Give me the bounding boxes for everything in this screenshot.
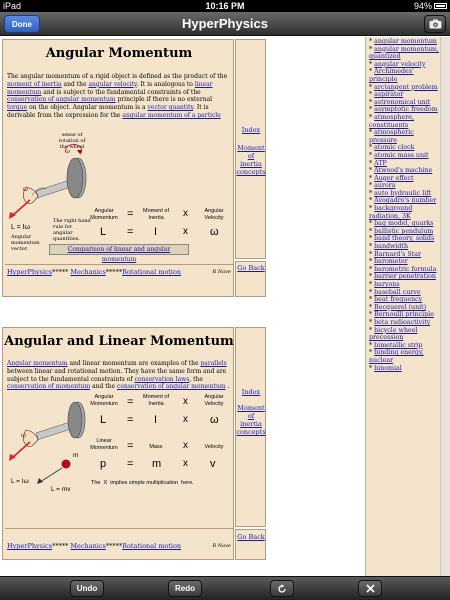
index-list-item[interactable]: * atomic mass unit [369, 151, 429, 159]
index-list-item[interactable]: * Auger effect [369, 174, 414, 182]
camera-icon [429, 19, 442, 29]
status-bar [0, 0, 450, 12]
footer-nav: HyperPhysics***** Mechanics*****Rotational motion R Nave [7, 268, 231, 276]
link-moment-of-inertia[interactable]: moment of inertia [7, 80, 62, 88]
index-list-item[interactable]: * barometer [369, 258, 408, 266]
close-icon [366, 584, 375, 593]
index-list-item[interactable]: * beta radioactivity [369, 318, 431, 326]
link-conservation-angular-momentum[interactable]: conservation of angular momentum [7, 96, 116, 104]
index-list-item[interactable]: * Atwood's machine [369, 167, 433, 175]
l-equals-iw-label: L = Iω [11, 224, 31, 231]
index-list-item[interactable]: * astronomical unit [369, 98, 431, 106]
index-link[interactable]: Index [241, 388, 261, 396]
eq-head-angular-velocity: Angular Velocity [204, 394, 224, 407]
web-content[interactable] [0, 37, 450, 576]
bottom-toolbar [0, 576, 450, 600]
go-back-link[interactable]: Go Back [237, 533, 265, 541]
index-list-item[interactable]: * bag model, quarks [369, 220, 434, 228]
box2-side-cell [235, 327, 266, 527]
eq-times: x [183, 208, 188, 219]
eq-head-moment-of-inertia: Moment of Inertia [143, 208, 169, 221]
eq-v: v [210, 458, 216, 470]
link-conservation-laws[interactable]: conservation laws [134, 375, 190, 383]
index-list-item[interactable]: * ATP [369, 159, 387, 167]
go-back-link[interactable]: Go Back [237, 264, 265, 272]
footer-rule [5, 264, 233, 265]
index-list-item[interactable]: * binding energy, nuclear [369, 349, 424, 364]
eq-equals-4: = [127, 458, 134, 470]
index-list-item[interactable]: * atmosphere, constituents [369, 113, 414, 129]
angular-linear-momentum-box [2, 327, 234, 560]
eq-symbol-equals: = [127, 226, 134, 238]
index-list [366, 37, 440, 372]
eq-equals-3: = [127, 440, 134, 452]
eq-equals-2: = [127, 414, 134, 426]
redo-button[interactable]: Redo [168, 580, 202, 597]
footer-hyperphysics-link[interactable]: HyperPhysics [7, 268, 53, 276]
status-time: 10:16 PM [205, 1, 245, 11]
index-list-item[interactable]: * Barnard's Star [369, 250, 421, 258]
done-button[interactable]: Done [4, 15, 40, 33]
index-list-item[interactable]: * Archimedes' principle [369, 68, 414, 83]
sense-of-rotation-label: sense of rotation of the wheel [58, 132, 86, 150]
index-list-item[interactable]: * binomial [369, 364, 402, 372]
footer-rule [5, 528, 233, 529]
index-list-item[interactable]: * ballistic pendulum [369, 227, 434, 235]
index-sidebar[interactable] [365, 37, 440, 576]
eq-head-linear-momentum: Linear Momentum [90, 438, 118, 451]
index-list-item[interactable]: * aspirator [369, 91, 404, 99]
footer-rotational-motion-link[interactable]: Rotational motion [122, 542, 182, 550]
footer-rotational-motion-link[interactable]: Rotational motion [122, 268, 182, 276]
l-equals-mv-label: L = mv [51, 486, 71, 493]
link-vector-quantity[interactable]: vector quantity [147, 104, 194, 112]
eq-head-velocity: Velocity [204, 444, 224, 450]
eq-times-3: x [183, 440, 188, 451]
footer-nav: HyperPhysics***** Mechanics*****Rotational motion R Nave [7, 542, 231, 550]
eq-times-1: x [183, 396, 188, 407]
eq-times-2: x [183, 414, 188, 425]
refresh-button[interactable] [270, 580, 294, 597]
eq-i: I [154, 414, 158, 426]
eq-omega: ω [210, 414, 219, 426]
author-label: R Nave [212, 269, 231, 275]
index-list-item[interactable]: * atmospheric pressure [369, 129, 414, 144]
eq-head-angular-momentum: Angular Momentum [90, 394, 118, 407]
eq-symbol-l: L [100, 226, 107, 238]
index-list-item[interactable]: * auto hydraulic lift [369, 189, 432, 197]
index-list-item[interactable]: * barrier penetration [369, 273, 436, 281]
multiplication-note: The X implies simple multiplication here. [91, 480, 194, 486]
l-equals-iw-label: L = Iω [11, 478, 29, 485]
comparison-button[interactable]: Comparison of linear and angular momentum [49, 244, 189, 255]
link-torque[interactable]: torque [7, 104, 28, 112]
index-list-item[interactable]: * Becquerel (unit) [369, 303, 427, 311]
camera-button[interactable] [424, 15, 446, 33]
index-list-item[interactable]: * arctangent problem [369, 83, 438, 91]
refresh-icon [277, 584, 287, 594]
index-list-item[interactable]: * Avogadro's number [369, 197, 437, 205]
box-title: Angular and Linear Momentum [4, 334, 234, 349]
link-angular-momentum[interactable]: Angular momentum [7, 360, 68, 367]
moment-of-inertia-concepts-link[interactable]: Moment of inertia concepts [236, 404, 266, 436]
link-conservation-angular-momentum[interactable]: conservation of angular momentum [117, 383, 226, 391]
moment-of-inertia-concepts-link[interactable]: Moment of inertia concepts [236, 144, 266, 176]
index-list-item[interactable]: * barometric formula [369, 265, 437, 273]
link-particle-angular-momentum[interactable]: angular momentum of a particle [122, 111, 221, 119]
index-list-item[interactable]: * bandwidth [369, 243, 409, 251]
intro-paragraph: The angular momentum of a rigid object is defined as the product of the moment of inertia and the angular velocity. It is analogous to linear momentum and is subject to the fundamental constraints of the conservation of angular momentum principle if there is no external torque on the object. Angular momentum is a vector quantity. It is derivable from the expression for the angular momentum of a particle [7, 73, 228, 119]
right-hand-rule-label: The right hand rule for angular quantities. [53, 218, 91, 242]
index-list-item[interactable]: * baseball curve [369, 288, 421, 296]
eq-equals-1: = [127, 396, 134, 408]
eq-times-4: x [183, 458, 188, 469]
index-list-item[interactable]: * band theory, solids [369, 235, 435, 243]
index-list-item[interactable]: * angular momentum, quantized [369, 45, 439, 61]
eq-equals: = [127, 208, 134, 220]
index-list-item[interactable]: * angular momentum [369, 38, 437, 45]
angular-momentum-box [2, 39, 234, 297]
author-label: R Nave [212, 543, 231, 549]
link-angular-velocity[interactable]: angular velocity [88, 80, 137, 88]
index-list-item[interactable]: * asymptotic freedom [369, 106, 438, 114]
eq-head-angular-momentum: Angular Momentum [90, 208, 118, 221]
undo-button[interactable]: Undo [70, 580, 104, 597]
omega-label-lower: ω [23, 186, 28, 193]
battery-icon [434, 3, 447, 9]
omega-label: ω [65, 148, 70, 155]
box2-goback-cell [235, 529, 266, 560]
eq-m: m [152, 458, 162, 470]
link-parallels[interactable]: parallels [200, 360, 227, 367]
mass-label: m [73, 452, 79, 459]
index-link[interactable]: Index [241, 126, 261, 134]
box-title: Angular Momentum [45, 46, 193, 61]
eq-head-moment-of-inertia: Moment of Inertia [143, 394, 169, 407]
index-list-item[interactable]: * beat frequency [369, 296, 423, 304]
scroll-divider [440, 37, 450, 576]
box1-goback-cell [235, 261, 266, 297]
link-conservation-momentum[interactable]: conservation of momentum [7, 383, 91, 391]
index-list-item[interactable]: * baryons [369, 281, 400, 288]
vector-label: Angular momentum vector. [11, 234, 40, 252]
index-list-item[interactable]: * bimetallic strip [369, 341, 423, 349]
footer-mechanics-link[interactable]: Mechanics [70, 268, 106, 276]
eq-head-mass: Mass [149, 444, 163, 450]
index-list-item[interactable]: * Bernoulli principle [369, 311, 434, 319]
index-list-item[interactable]: * angular velocity [369, 60, 426, 68]
navigation-bar [0, 12, 450, 36]
footer-mechanics-link[interactable]: Mechanics [70, 542, 106, 550]
eq-l: L [100, 414, 107, 426]
battery-percent: 94% [413, 1, 432, 11]
close-button[interactable] [358, 580, 382, 597]
box1-side-cell [235, 39, 266, 259]
eq-symbol-i: I [154, 226, 158, 238]
index-list-item[interactable]: * aurora [369, 182, 396, 190]
omega-label: ω [21, 432, 26, 439]
eq-p: p [100, 458, 107, 470]
intro-paragraph: Angular momentum and linear momentum are examples of the parallels between linear and rotational motion. They have the same form and are subject to the fundamental constraints of conservation laws, the conservation of momentum and the conservation of angular momentum . [7, 360, 230, 391]
index-list-item[interactable]: * background radiation, 3K [369, 205, 413, 220]
index-list-item[interactable]: * bicycle wheel precession [369, 326, 418, 342]
link-linear-momentum[interactable]: linear momentum [7, 80, 213, 96]
device-label: iPad [3, 1, 22, 11]
eq-head-angular-velocity: Angular Velocity [204, 208, 224, 221]
eq-symbol-omega: ω [210, 226, 219, 238]
index-list-item[interactable]: * atomic clock [369, 144, 415, 152]
page-title: HyperPhysics [182, 16, 268, 31]
footer-hyperphysics-link[interactable]: HyperPhysics [7, 542, 53, 550]
eq-symbol-x: x [183, 226, 188, 237]
